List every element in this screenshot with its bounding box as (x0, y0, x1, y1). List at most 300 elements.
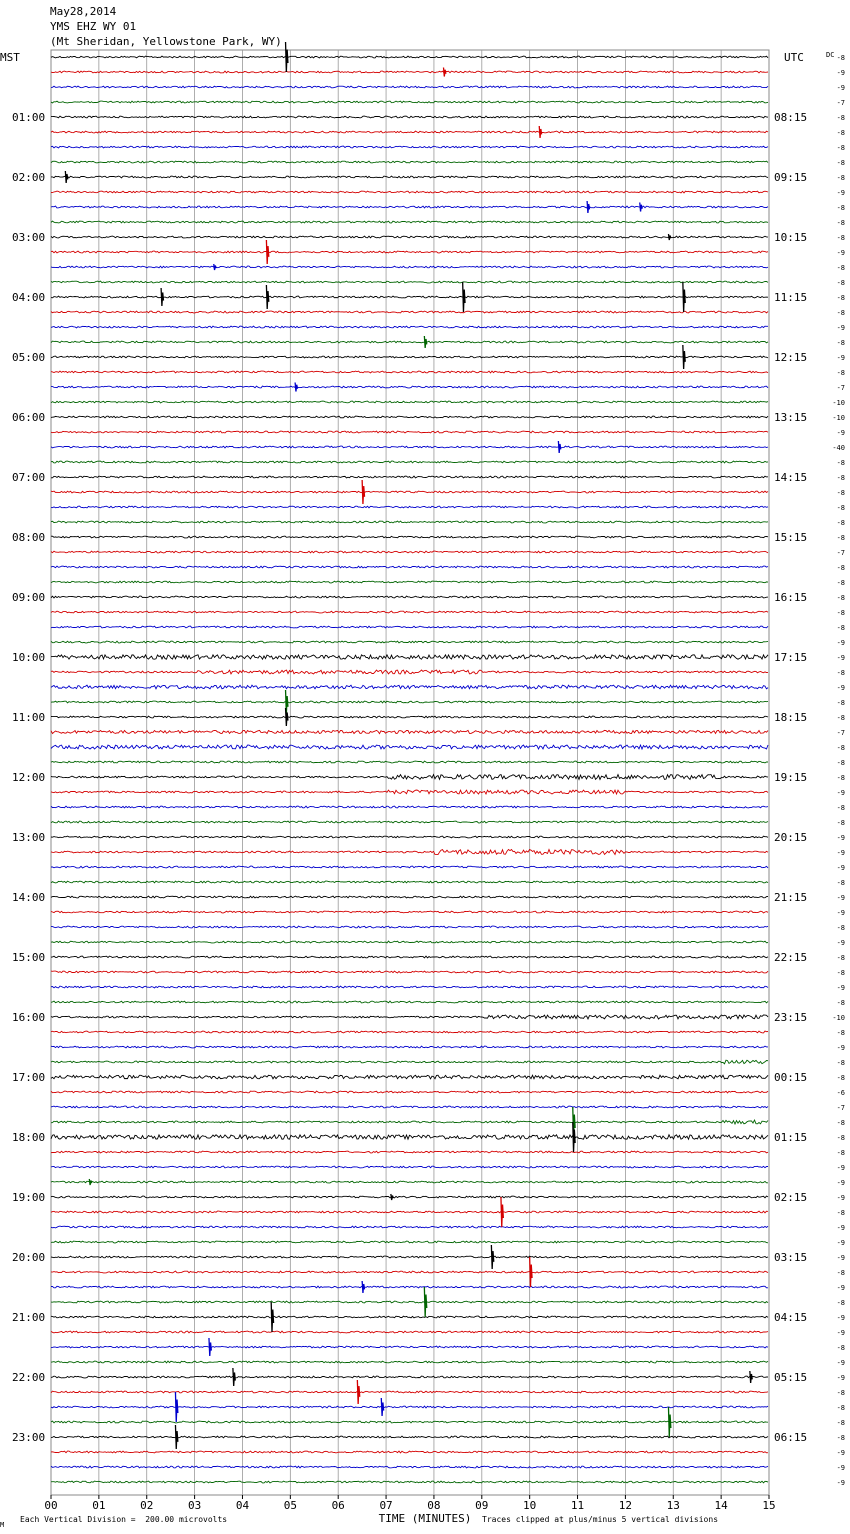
dc-offset-label: -8 (836, 774, 845, 782)
trace-line (51, 1271, 768, 1273)
trace-line (51, 176, 768, 178)
dc-offset-label: -9 (836, 1464, 845, 1472)
station-code: YMS EHZ WY 01 (50, 20, 137, 33)
trace-line (51, 491, 768, 493)
dc-offset-label: -8 (836, 1344, 845, 1352)
event-spike (209, 1338, 211, 1356)
event-spike (271, 1302, 273, 1332)
trace-line (51, 116, 768, 118)
dc-offset-label: -10 (832, 414, 845, 422)
dc-offset-label: -8 (836, 1434, 845, 1442)
event-spike (501, 1197, 503, 1227)
dc-offset-label: -8 (836, 819, 845, 827)
trace-line (51, 1075, 768, 1079)
left-hour-label: 12:00 (12, 771, 46, 784)
event-spike (539, 126, 541, 138)
dc-offset-label: -8 (836, 234, 845, 242)
trace-line (51, 1226, 768, 1228)
trace-line (51, 670, 768, 674)
trace-line (51, 1060, 768, 1064)
trace-line (51, 1166, 768, 1168)
trace-line (51, 536, 768, 538)
dc-offset-label: -8 (836, 264, 845, 272)
left-hour-label: 20:00 (12, 1251, 46, 1264)
dc-offset-label: -8 (836, 144, 845, 152)
trace-line (51, 986, 768, 988)
event-spike (750, 1371, 752, 1383)
dc-offset-label: -8 (836, 879, 845, 887)
x-tick-label: 00 (44, 1499, 58, 1512)
right-hour-label: 14:15 (774, 471, 808, 484)
dc-offset-label: -8 (836, 294, 845, 302)
trace-line (51, 131, 768, 133)
right-hour-label: 12:15 (774, 351, 808, 364)
right-hour-label: 11:15 (774, 291, 808, 304)
x-tick-label: 13 (666, 1499, 680, 1512)
right-hour-label: 06:15 (774, 1431, 808, 1444)
x-tick-label: 15 (762, 1499, 776, 1512)
event-spike (558, 441, 560, 453)
dc-offset-label: -7 (836, 549, 845, 557)
left-hour-label: 22:00 (12, 1371, 46, 1384)
dc-offset-label: -8 (836, 669, 845, 677)
dc-offset-label: -9 (836, 1284, 845, 1292)
dc-offset-label: -9 (836, 249, 845, 257)
x-tick-label: 08 (427, 1499, 441, 1512)
dc-offset-label: -8 (836, 699, 845, 707)
trace-line (51, 161, 768, 163)
dc-offset-label: -9 (836, 654, 845, 662)
event-spike (491, 1245, 493, 1269)
left-hour-label: 09:00 (12, 591, 46, 604)
trace-line (51, 356, 768, 358)
dc-offset-label: -8 (836, 1419, 845, 1427)
dc-offset-label: -9 (836, 834, 845, 842)
x-tick-label: 02 (140, 1499, 154, 1512)
trace-line (51, 1286, 768, 1288)
trace-line (51, 685, 768, 689)
left-hour-label: 11:00 (12, 711, 46, 724)
trace-line (51, 866, 768, 868)
right-hour-label: 21:15 (774, 891, 808, 904)
dc-offset-label: -9 (836, 684, 845, 692)
right-hour-label: 05:15 (774, 1371, 808, 1384)
event-spike (175, 1425, 177, 1449)
event-spike (391, 1194, 393, 1200)
dc-offset-label: -8 (836, 624, 845, 632)
dc-offset-label: -7 (836, 729, 845, 737)
x-tick-label: 11 (570, 1499, 585, 1512)
trace-line (51, 1001, 768, 1003)
dc-offset-label: -8 (836, 459, 845, 467)
event-spike (668, 1407, 670, 1437)
dc-offset-label: -10 (832, 399, 845, 407)
trace-line (51, 1451, 768, 1453)
trace-line (51, 1015, 768, 1019)
dc-offset-label: -9 (836, 639, 845, 647)
trace-line (51, 836, 768, 838)
trace-line (51, 1211, 768, 1213)
dc-offset-label: -9 (836, 354, 845, 362)
dc-offset-label: -8 (836, 1029, 845, 1037)
left-hour-label: 23:00 (12, 1431, 46, 1444)
right-hour-label: 23:15 (774, 1011, 808, 1024)
dc-offset-label: -8 (836, 1149, 845, 1157)
trace-line (51, 1301, 768, 1303)
event-spike (286, 42, 288, 72)
dc-offset-label: -9 (836, 939, 845, 947)
trace-line (51, 401, 768, 403)
dc-offset-label: -7 (836, 384, 845, 392)
left-hour-label: 16:00 (12, 1011, 46, 1024)
trace-line (51, 1331, 768, 1333)
x-tick-label: 09 (475, 1499, 489, 1512)
dc-offset-label: -9 (836, 864, 845, 872)
trace-line (51, 581, 768, 583)
trace-line (51, 1046, 768, 1048)
event-spike (424, 336, 426, 348)
trace-line (51, 896, 768, 898)
dc-offset-label: -8 (836, 474, 845, 482)
dc-offset-label: -8 (836, 114, 845, 122)
dc-offset-label: -9 (836, 429, 845, 437)
event-spike (266, 285, 268, 309)
trace-line (51, 221, 768, 223)
dc-offset-label: -8 (836, 1299, 845, 1307)
dc-offset-label: -8 (836, 504, 845, 512)
trace-line (51, 251, 768, 253)
x-tick-label: 05 (283, 1499, 297, 1512)
dc-offset-label: -8 (836, 744, 845, 752)
dc-offset-label: -10 (832, 1014, 845, 1022)
right-hour-label: 02:15 (774, 1191, 808, 1204)
right-hour-label: 16:15 (774, 591, 808, 604)
left-hour-label: 02:00 (12, 171, 46, 184)
dc-offset-label: -9 (836, 189, 845, 197)
event-spike (381, 1398, 383, 1416)
trace-line (51, 1421, 768, 1423)
dc-offset-label: -6 (836, 1089, 845, 1097)
dc-offset-label: -8 (836, 519, 845, 527)
trace-line (51, 1316, 768, 1318)
event-spike (89, 1179, 91, 1185)
left-hour-label: 13:00 (12, 831, 46, 844)
dc-offset-label: -9 (836, 1194, 845, 1202)
trace-line (51, 191, 768, 193)
dc-offset-label: -8 (836, 924, 845, 932)
trace-line (51, 926, 768, 928)
right-hour-label: 04:15 (774, 1311, 808, 1324)
left-hour-label: 10:00 (12, 651, 46, 664)
trace-line (51, 1481, 768, 1483)
trace-line (51, 775, 768, 780)
trace-line (51, 941, 768, 943)
trace-line (51, 311, 768, 313)
dc-offset-label: -8 (836, 804, 845, 812)
trace-line (51, 1391, 768, 1393)
trace-line (51, 1406, 768, 1408)
dc-offset-label: -9 (836, 324, 845, 332)
dc-offset-label: -8 (836, 564, 845, 572)
trace-line (51, 911, 768, 913)
dc-offset-label: -9 (836, 69, 845, 77)
trace-line (51, 236, 768, 238)
trace-line (51, 641, 768, 643)
event-spike (266, 240, 268, 264)
trace-line (51, 1120, 768, 1124)
trace-line (51, 956, 768, 958)
dc-offset-label: -9 (836, 1449, 845, 1457)
dc-offset-label: -8 (836, 1209, 845, 1217)
event-spike (362, 1281, 364, 1293)
trace-line (51, 1106, 768, 1108)
dc-offset-label: -9 (836, 1329, 845, 1337)
trace-line (51, 551, 768, 553)
trace-line (51, 655, 768, 659)
right-hour-label: 18:15 (774, 711, 808, 724)
trace-line (51, 86, 768, 88)
trace-line (51, 431, 768, 433)
left-hour-label: 06:00 (12, 411, 46, 424)
dc-offset-label: -8 (836, 594, 845, 602)
right-hour-label: 00:15 (774, 1071, 808, 1084)
dc-offset-label: -8 (836, 1074, 845, 1082)
event-spike (357, 1380, 359, 1404)
dc-offset-label: -9 (836, 1359, 845, 1367)
trace-line (51, 296, 768, 298)
x-tick-label: 12 (618, 1499, 633, 1512)
dc-offset-label: -9 (836, 1224, 845, 1232)
dc-offset-label: -8 (836, 339, 845, 347)
right-hour-label: 20:15 (774, 831, 808, 844)
event-spike (424, 1287, 426, 1317)
dc-offset-label: -8 (836, 279, 845, 287)
dc-offset-label: -8 (836, 1404, 845, 1412)
trace-line (51, 341, 768, 343)
trace-line (51, 1181, 768, 1183)
left-hour-label: 05:00 (12, 351, 46, 364)
dc-offset-label: -8 (836, 204, 845, 212)
dc-offset-label: -8 (836, 714, 845, 722)
dc-offset-label: -8 (836, 1269, 845, 1277)
dc-offset-label: -8 (836, 129, 845, 137)
trace-line (51, 461, 768, 463)
x-tick-label: 01 (92, 1499, 106, 1512)
trace-line (51, 1346, 768, 1348)
trace-line (51, 881, 768, 883)
dc-offset-label: -9 (836, 789, 845, 797)
trace-line (51, 386, 768, 388)
trace-line (51, 701, 768, 703)
plot-date: May28,2014 (50, 5, 117, 18)
event-spike (65, 171, 67, 183)
dc-offset-label: -9 (836, 984, 845, 992)
trace-line (51, 806, 768, 808)
right-hour-label: 03:15 (774, 1251, 808, 1264)
trace-line (51, 761, 768, 763)
clip-note: Traces clipped at plus/minus 5 vertical divisions (482, 1515, 719, 1524)
event-spike (640, 203, 642, 212)
left-hour-label: 21:00 (12, 1311, 46, 1324)
trace-line (51, 1196, 768, 1198)
station-location: (Mt Sheridan, Yellowstone Park, WY) (50, 35, 282, 48)
dc-offset-label: -8 (836, 759, 845, 767)
dc-offset-label: -8 (836, 969, 845, 977)
dc-offset-label: -8 (836, 159, 845, 167)
dc-offset-label: -8 (836, 609, 845, 617)
right-hour-label: 22:15 (774, 951, 808, 964)
trace-line (51, 476, 768, 478)
trace-line (51, 101, 768, 103)
trace-line (51, 1256, 768, 1258)
x-tick-label: 03 (187, 1499, 202, 1512)
right-hour-label: 08:15 (774, 111, 808, 124)
dc-offset-label: -8 (836, 54, 845, 62)
trace-line (51, 626, 768, 628)
right-hour-label: 19:15 (774, 771, 808, 784)
axis-labels (0, 51, 845, 1525)
event-spike (683, 282, 685, 312)
trace-line (51, 206, 768, 208)
dc-offset-label: -8 (836, 1389, 845, 1397)
left-hour-label: 04:00 (12, 291, 46, 304)
dc-offset-label: -9 (836, 1239, 845, 1247)
dc-offset-label: -9 (836, 849, 845, 857)
x-tick-label: 04 (235, 1499, 250, 1512)
left-hour-label: 14:00 (12, 891, 46, 904)
left-hour-label: 15:00 (12, 951, 46, 964)
dc-offset-label: -8 (836, 954, 845, 962)
event-spike (175, 1392, 177, 1422)
trace-line (51, 730, 768, 733)
scale-note: Each Vertical Division = 200.00 microvolts (20, 1515, 228, 1524)
trace-line (51, 1376, 768, 1378)
trace-line (51, 1241, 768, 1243)
dc-offset-label: -8 (836, 309, 845, 317)
event-spike (530, 1257, 532, 1287)
dc-offset-label: -9 (836, 894, 845, 902)
right-hour-label: 15:15 (774, 531, 808, 544)
trace-line (51, 146, 768, 148)
dc-label: DC (826, 51, 835, 59)
trace-line (51, 446, 768, 448)
x-tick-label: 06 (331, 1499, 345, 1512)
left-hour-label: 08:00 (12, 531, 46, 544)
trace-line (51, 745, 768, 749)
trace-lines (51, 42, 768, 1483)
trace-line (51, 716, 768, 718)
left-hour-label: 03:00 (12, 231, 46, 244)
trace-line (51, 1466, 768, 1468)
trace-line (51, 821, 768, 823)
left-hour-label: 19:00 (12, 1191, 46, 1204)
dc-offset-label: -8 (836, 1119, 845, 1127)
trace-line (51, 506, 768, 508)
trace-line (51, 596, 768, 598)
right-hour-label: 13:15 (774, 411, 808, 424)
trace-line (51, 1031, 768, 1033)
event-spike (683, 345, 685, 369)
dc-offset-label: -40 (832, 444, 845, 452)
dc-offset-label: -9 (836, 909, 845, 917)
trace-line (51, 1361, 768, 1363)
dc-offset-label: -8 (836, 489, 845, 497)
x-tick-label: 07 (379, 1499, 393, 1512)
left-hour-label: 17:00 (12, 1071, 46, 1084)
trace-line (51, 566, 768, 568)
trace-line (51, 56, 768, 58)
trace-line (51, 1151, 768, 1153)
event-spike (214, 264, 216, 270)
trace-line (51, 371, 768, 373)
trace-line (51, 1091, 768, 1093)
dc-offset-label: -9 (836, 1044, 845, 1052)
event-spike (668, 234, 670, 240)
right-hour-label: 09:15 (774, 171, 808, 184)
trace-line (51, 281, 768, 283)
right-hour-label: 17:15 (774, 651, 808, 664)
right-hour-label: 10:15 (774, 231, 808, 244)
event-spike (233, 1368, 235, 1386)
dc-offset-label: -8 (836, 1134, 845, 1142)
event-spike (444, 68, 446, 77)
trace-line (51, 326, 768, 328)
trace-line (51, 790, 768, 794)
left-timezone-label: MST (0, 51, 20, 64)
trace-line (51, 1436, 768, 1438)
trace-line (51, 971, 768, 973)
dc-offset-label: -8 (836, 579, 845, 587)
event-spike (587, 201, 589, 213)
dc-offset-label: -8 (836, 369, 845, 377)
corner-mark: M (0, 1521, 5, 1529)
x-tick-label: 10 (523, 1499, 537, 1512)
right-hour-label: 01:15 (774, 1131, 808, 1144)
dc-offset-label: -9 (836, 1254, 845, 1262)
dc-offset-label: -7 (836, 99, 845, 107)
right-timezone-label: UTC (784, 51, 804, 64)
x-axis-title: TIME (MINUTES) (378, 1512, 472, 1525)
trace-line (51, 416, 768, 418)
event-spike (295, 383, 297, 392)
dc-offset-label: -8 (836, 999, 845, 1007)
trace-line (51, 611, 768, 613)
trace-line (51, 71, 768, 73)
dc-offset-label: -8 (836, 219, 845, 227)
dc-offset-label: -9 (836, 84, 845, 92)
dc-offset-label: -9 (836, 1479, 845, 1487)
trace-line (51, 521, 768, 523)
dc-offset-label: -9 (836, 1314, 845, 1322)
left-hour-label: 18:00 (12, 1131, 46, 1144)
dc-offset-label: -7 (836, 1104, 845, 1112)
left-hour-label: 07:00 (12, 471, 46, 484)
trace-line (51, 1135, 768, 1139)
event-spike (362, 480, 364, 504)
left-hour-label: 01:00 (12, 111, 46, 124)
event-spike (161, 288, 163, 306)
dc-offset-label: -8 (836, 174, 845, 182)
dc-offset-label: -9 (836, 1164, 845, 1172)
trace-line (51, 266, 768, 268)
dc-offset-label: -8 (836, 534, 845, 542)
event-spike (463, 282, 465, 312)
dc-offset-label: -8 (836, 1059, 845, 1067)
x-tick-label: 14 (714, 1499, 728, 1512)
dc-offset-label: -9 (836, 1179, 845, 1187)
dc-offset-label: -9 (836, 1374, 845, 1382)
trace-line (51, 850, 768, 855)
